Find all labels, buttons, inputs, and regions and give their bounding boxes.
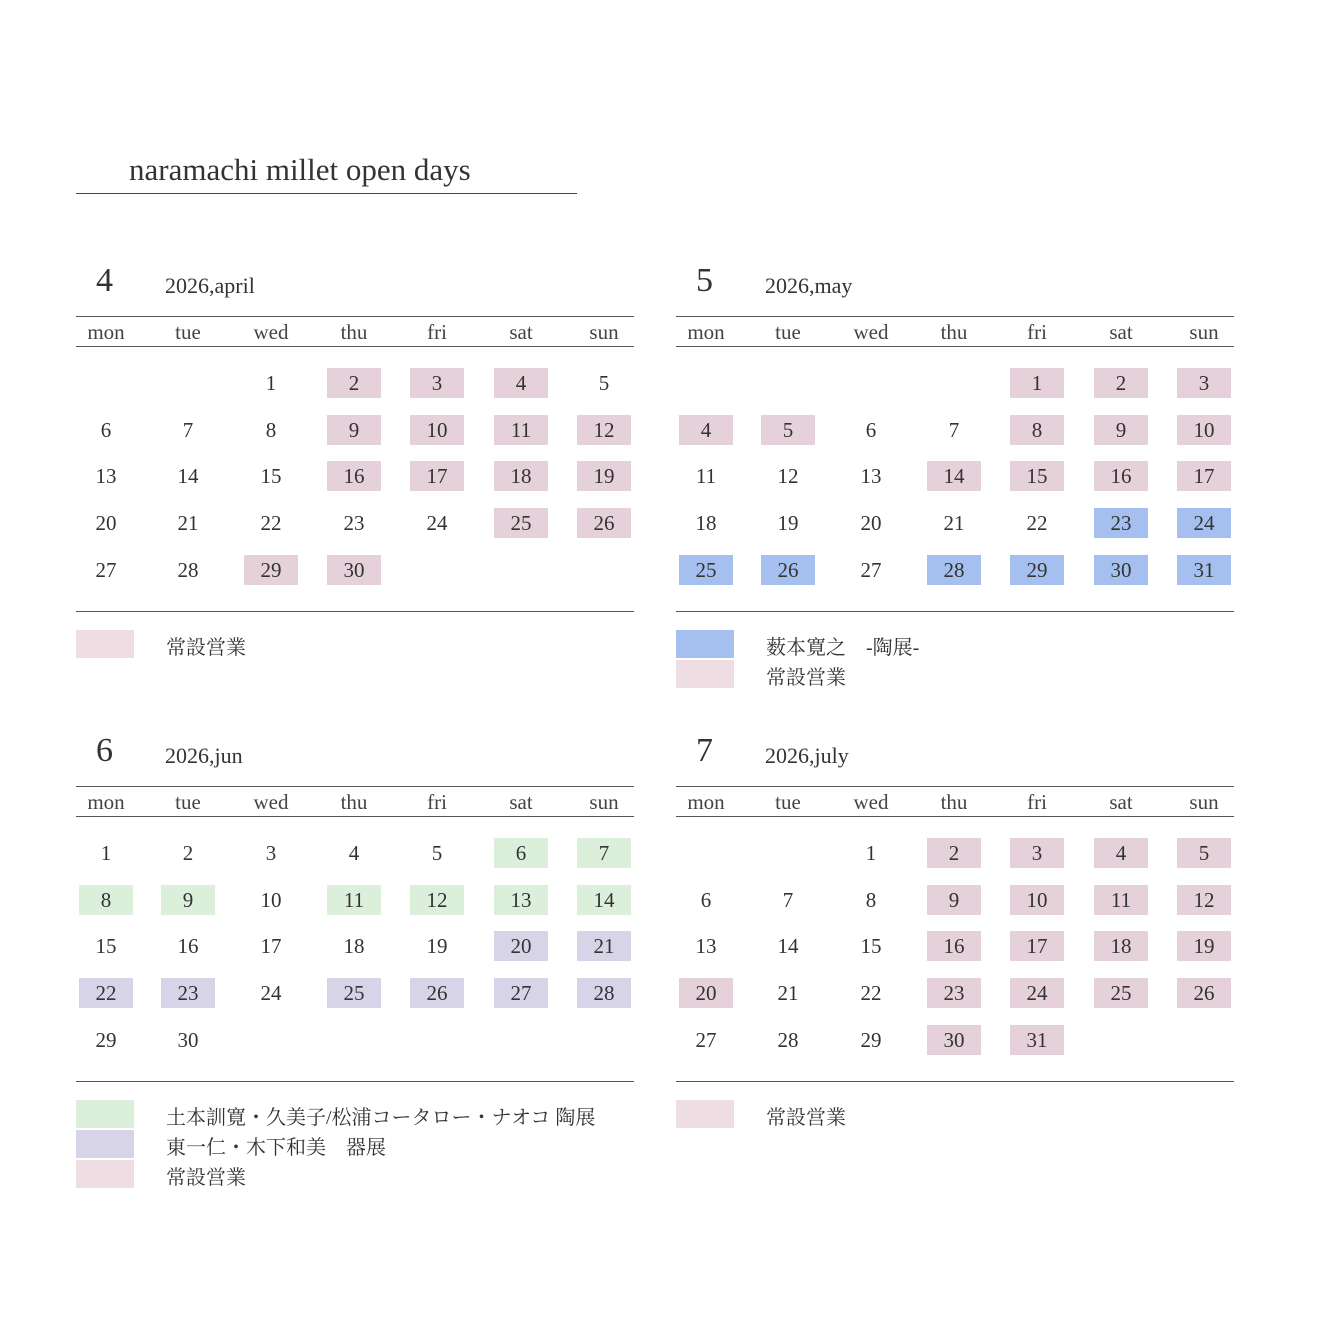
legend-swatch xyxy=(676,660,734,688)
legend-swatch xyxy=(676,630,734,658)
calendar-day: 7 xyxy=(948,418,960,442)
divider-line xyxy=(76,611,634,612)
calendar-day: 9 xyxy=(161,885,215,915)
calendar-day: 17 xyxy=(1177,461,1231,491)
month-label: 2026,july xyxy=(765,743,849,768)
calendar-day: 10 xyxy=(410,415,464,445)
weekday-header: thu xyxy=(940,790,968,814)
divider-line xyxy=(676,1081,1234,1082)
month-calendar xyxy=(76,732,636,1189)
calendar-day: 15 xyxy=(860,934,882,958)
calendar-day: 1 xyxy=(1010,368,1064,398)
calendar-day: 6 xyxy=(100,418,112,442)
calendar-day: 23 xyxy=(343,511,365,535)
weekday-header: sun xyxy=(589,320,619,344)
calendar-day: 7 xyxy=(182,418,194,442)
weekday-header: thu xyxy=(340,790,368,814)
calendar-day: 24 xyxy=(260,981,282,1005)
calendar-day: 16 xyxy=(1094,461,1148,491)
calendar-day: 18 xyxy=(494,461,548,491)
calendar-day: 23 xyxy=(927,978,981,1008)
calendar-day: 13 xyxy=(494,885,548,915)
calendar-day: 28 xyxy=(177,558,199,582)
calendar-day: 8 xyxy=(1010,415,1064,445)
month-calendar xyxy=(676,262,1236,708)
calendar-day: 29 xyxy=(244,555,298,585)
calendar-day: 16 xyxy=(927,931,981,961)
weekday-header: tue xyxy=(775,790,801,814)
calendar-day: 21 xyxy=(177,511,199,535)
calendar-day: 19 xyxy=(577,461,631,491)
calendar-day: 14 xyxy=(577,885,631,915)
calendar-day: 11 xyxy=(327,885,381,915)
calendar-day: 29 xyxy=(95,1028,117,1052)
legend-label: 常設営業 xyxy=(166,637,246,659)
calendar-day: 4 xyxy=(679,415,733,445)
legend-swatch xyxy=(76,1160,134,1188)
weekday-header: sat xyxy=(1109,320,1133,344)
calendar-day: 20 xyxy=(860,511,882,535)
calendar-day: 11 xyxy=(1094,885,1148,915)
weekday-header: fri xyxy=(1027,790,1047,814)
calendar-day: 18 xyxy=(343,934,365,958)
weekday-header: sat xyxy=(1109,790,1133,814)
legend-label: 土本訓寛・久美子/松浦コータロー・ナオコ 陶展 xyxy=(166,1107,596,1129)
month-number: 7 xyxy=(696,732,713,769)
legend-label: 薮本寛之 -陶展- xyxy=(766,637,920,659)
month-number: 5 xyxy=(696,262,713,299)
calendar-day: 15 xyxy=(260,464,282,488)
calendar-day: 12 xyxy=(1177,885,1231,915)
calendar-day: 18 xyxy=(695,511,717,535)
calendar-day: 1 xyxy=(100,841,112,865)
weekday-header: tue xyxy=(175,320,201,344)
divider-line xyxy=(76,786,634,787)
weekday-header: wed xyxy=(853,320,889,344)
calendar-day: 22 xyxy=(1026,511,1048,535)
calendar-day: 6 xyxy=(700,888,712,912)
divider-line xyxy=(676,816,1234,817)
divider-line xyxy=(76,346,634,347)
calendar-day: 6 xyxy=(865,418,877,442)
calendar-day: 30 xyxy=(1094,555,1148,585)
weekday-header: sun xyxy=(1189,320,1219,344)
legend-swatch xyxy=(76,1130,134,1158)
calendar-day: 28 xyxy=(577,978,631,1008)
calendar-day: 13 xyxy=(695,934,717,958)
weekday-header: mon xyxy=(87,320,125,344)
calendar-day: 21 xyxy=(777,981,799,1005)
calendar-day: 23 xyxy=(161,978,215,1008)
calendar-day: 15 xyxy=(1010,461,1064,491)
divider-line xyxy=(676,611,1234,612)
calendar-day: 27 xyxy=(95,558,117,582)
calendar-day: 31 xyxy=(1010,1025,1064,1055)
calendar-day: 15 xyxy=(95,934,117,958)
calendar-day: 29 xyxy=(1010,555,1064,585)
calendar-day: 2 xyxy=(1094,368,1148,398)
calendar-day: 10 xyxy=(260,888,282,912)
calendar-day: 27 xyxy=(494,978,548,1008)
calendar-day: 14 xyxy=(177,464,199,488)
calendar-day: 22 xyxy=(860,981,882,1005)
calendar-day: 9 xyxy=(327,415,381,445)
calendar-day: 11 xyxy=(494,415,548,445)
calendar-day: 13 xyxy=(95,464,117,488)
calendar-day: 30 xyxy=(327,555,381,585)
calendar-day: 10 xyxy=(1177,415,1231,445)
calendar-day: 14 xyxy=(927,461,981,491)
calendar-day: 25 xyxy=(494,508,548,538)
calendar-day: 7 xyxy=(782,888,794,912)
calendar-day: 26 xyxy=(761,555,815,585)
calendar-day: 2 xyxy=(182,841,194,865)
calendar-day: 4 xyxy=(348,841,360,865)
calendar-day: 4 xyxy=(494,368,548,398)
calendar-day: 13 xyxy=(860,464,882,488)
calendar-day: 8 xyxy=(265,418,277,442)
weekday-header: sat xyxy=(509,790,533,814)
calendar-day: 12 xyxy=(577,415,631,445)
page-title xyxy=(76,152,577,194)
calendar-day: 1 xyxy=(265,371,277,395)
calendar-day: 11 xyxy=(695,464,717,488)
month-label: 2026,jun xyxy=(165,743,243,768)
calendar-day: 8 xyxy=(865,888,877,912)
calendar-day: 20 xyxy=(494,931,548,961)
calendar-day: 3 xyxy=(265,841,277,865)
month-calendar xyxy=(676,732,1236,1178)
calendar-day: 29 xyxy=(860,1028,882,1052)
legend-label: 東一仁・木下和美 器展 xyxy=(166,1137,386,1159)
calendar-day: 9 xyxy=(1094,415,1148,445)
calendar-day: 2 xyxy=(327,368,381,398)
calendar-day: 3 xyxy=(1177,368,1231,398)
weekday-header: wed xyxy=(853,790,889,814)
calendar-day: 24 xyxy=(426,511,448,535)
calendar-day: 27 xyxy=(860,558,882,582)
calendar-day: 16 xyxy=(177,934,199,958)
calendar-day: 23 xyxy=(1094,508,1148,538)
calendar-day: 24 xyxy=(1010,978,1064,1008)
divider-line xyxy=(76,1081,634,1082)
divider-line xyxy=(76,316,634,317)
weekday-header: sun xyxy=(589,790,619,814)
calendar-day: 19 xyxy=(426,934,448,958)
legend-label: 常設営業 xyxy=(166,1167,246,1189)
calendar-day: 3 xyxy=(410,368,464,398)
calendar-day: 17 xyxy=(1010,931,1064,961)
calendar-day: 12 xyxy=(410,885,464,915)
legend-swatch xyxy=(76,1100,134,1128)
calendar-day: 28 xyxy=(927,555,981,585)
weekday-header: tue xyxy=(775,320,801,344)
calendar-day: 25 xyxy=(327,978,381,1008)
calendar-day: 4 xyxy=(1094,838,1148,868)
month-number: 6 xyxy=(96,732,113,769)
calendar-day: 21 xyxy=(943,511,965,535)
calendar-day: 28 xyxy=(777,1028,799,1052)
calendar-day: 26 xyxy=(1177,978,1231,1008)
weekday-header: sun xyxy=(1189,790,1219,814)
weekday-header: fri xyxy=(427,790,447,814)
divider-line xyxy=(76,816,634,817)
legend-label: 常設営業 xyxy=(766,1107,846,1129)
calendar-day: 31 xyxy=(1177,555,1231,585)
calendar-day: 6 xyxy=(494,838,548,868)
calendar-day: 5 xyxy=(1177,838,1231,868)
calendar-day: 5 xyxy=(761,415,815,445)
calendar-day: 12 xyxy=(777,464,799,488)
weekday-header: fri xyxy=(1027,320,1047,344)
month-number: 4 xyxy=(96,262,113,299)
calendar-day: 7 xyxy=(577,838,631,868)
calendar-day: 24 xyxy=(1177,508,1231,538)
divider-line xyxy=(676,786,1234,787)
legend-swatch xyxy=(676,1100,734,1128)
calendar-day: 2 xyxy=(927,838,981,868)
weekday-header: wed xyxy=(253,320,289,344)
calendar-day: 26 xyxy=(410,978,464,1008)
divider-line xyxy=(676,346,1234,347)
calendar-day: 8 xyxy=(79,885,133,915)
weekday-header: thu xyxy=(940,320,968,344)
page-title-text: naramachi millet open days xyxy=(129,152,471,187)
calendar-day: 27 xyxy=(695,1028,717,1052)
legend-label: 常設営業 xyxy=(766,667,846,689)
calendar-day: 22 xyxy=(79,978,133,1008)
calendar-day: 21 xyxy=(577,931,631,961)
calendar-day: 17 xyxy=(260,934,282,958)
weekday-header: mon xyxy=(687,790,725,814)
calendar-day: 26 xyxy=(577,508,631,538)
month-calendar xyxy=(76,262,636,708)
weekday-header: wed xyxy=(253,790,289,814)
calendar-day: 3 xyxy=(1010,838,1064,868)
calendar-day: 25 xyxy=(679,555,733,585)
calendar-day: 22 xyxy=(260,511,282,535)
weekday-header: sat xyxy=(509,320,533,344)
calendar-day: 9 xyxy=(927,885,981,915)
calendar-day: 30 xyxy=(177,1028,199,1052)
weekday-header: mon xyxy=(87,790,125,814)
calendar-day: 1 xyxy=(865,841,877,865)
calendar-day: 14 xyxy=(777,934,799,958)
weekday-header: mon xyxy=(687,320,725,344)
calendar-day: 20 xyxy=(679,978,733,1008)
calendar-day: 5 xyxy=(598,371,610,395)
calendar-day: 19 xyxy=(777,511,799,535)
month-label: 2026,april xyxy=(165,273,255,298)
divider-line xyxy=(676,316,1234,317)
calendar-day: 16 xyxy=(327,461,381,491)
calendar-day: 19 xyxy=(1177,931,1231,961)
legend-swatch xyxy=(76,630,134,658)
calendar-day: 10 xyxy=(1010,885,1064,915)
weekday-header: fri xyxy=(427,320,447,344)
weekday-header: tue xyxy=(175,790,201,814)
calendar-day: 30 xyxy=(927,1025,981,1055)
calendar-day: 5 xyxy=(431,841,443,865)
month-label: 2026,may xyxy=(765,273,853,298)
weekday-header: thu xyxy=(340,320,368,344)
calendar-day: 18 xyxy=(1094,931,1148,961)
calendar-day: 17 xyxy=(410,461,464,491)
calendar-day: 25 xyxy=(1094,978,1148,1008)
calendar-day: 20 xyxy=(95,511,117,535)
